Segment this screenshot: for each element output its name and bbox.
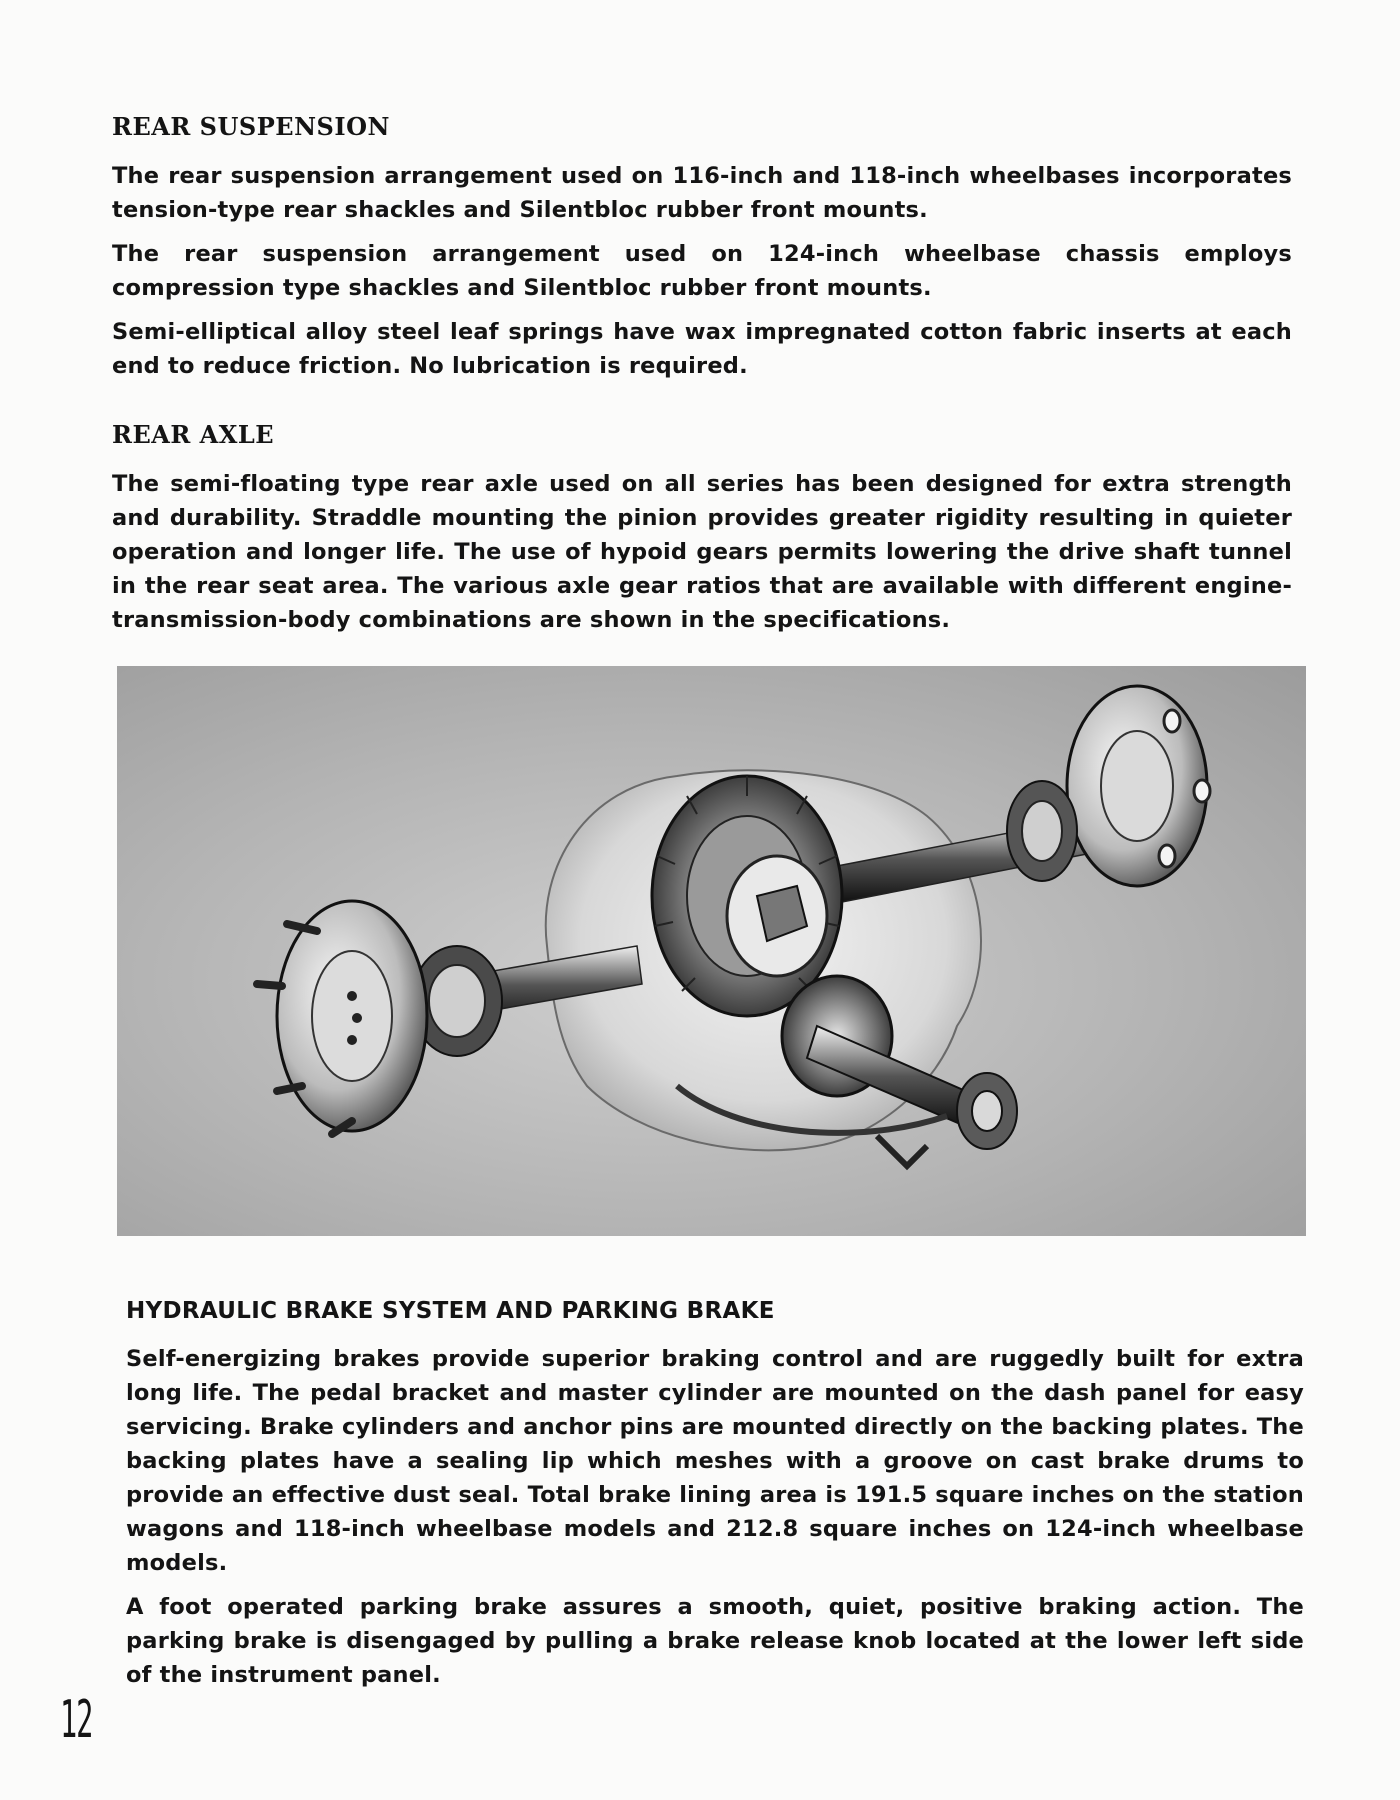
paragraph: A foot operated parking brake assures a smooth, quiet, positive braking action. The parking brake is disengaged by pulling a brake release knob located at the lower left side of the instrument panel.	[126, 1594, 1304, 1688]
section-hydraulic-brakes	[126, 1298, 1304, 1702]
paragraph: Semi-elliptical alloy steel leaf springs have wax impregnated cotton fabric inserts at each end to reduce friction. No lubrication is required.	[112, 319, 1292, 379]
heading-hydraulic-brakes: HYDRAULIC BRAKE SYSTEM AND PARKING BRAKE	[126, 1298, 775, 1324]
paragraph: The rear suspension arrangement used on 116-inch and 118-inch wheelbases incorporates tension-type rear shackles and Silentbloc rubber front mounts.	[112, 163, 1292, 223]
page-number: 12	[60, 1690, 93, 1750]
heading-rear-suspension: REAR SUSPENSION	[112, 112, 390, 141]
section-rear-suspension	[112, 112, 1292, 393]
section-rear-axle	[112, 420, 1292, 647]
rear-axle-cutaway-illustration	[117, 666, 1306, 1236]
paragraph: Self-energizing brakes provide superior braking control and are ruggedly built for extra long life. The pedal bracket and master cylinder are mounted on the dash panel for easy servicing. Brake cylinders and anchor pins are mounted directly on the backing plates. The backing plates have a sealing lip which meshes with a groove on cast brake drums to provide an effective dust seal. Total brake lining area is 191.5 square inches on the station wagons and 118-inch wheelbase models and 212.8 square inches on 124-inch wheelbase models.	[126, 1346, 1304, 1576]
paragraph: The semi-floating type rear axle used on all series has been designed for extra strength and durability. Straddle mounting the pinion provides greater rigidity resulting in quieter operation and longer life. The use of hypoid gears permits lowering the drive shaft tunnel in the rear seat area. The various axle gear ratios that are available with different engine-transmission-body combinations are shown in the specifications.	[112, 471, 1292, 633]
heading-rear-axle: REAR AXLE	[112, 420, 275, 449]
rear-axle-drawing	[117, 666, 1306, 1236]
paragraph: The rear suspension arrangement used on 124-inch wheelbase chassis employs compression type shackles and Silentbloc rubber front mounts.	[112, 241, 1292, 301]
